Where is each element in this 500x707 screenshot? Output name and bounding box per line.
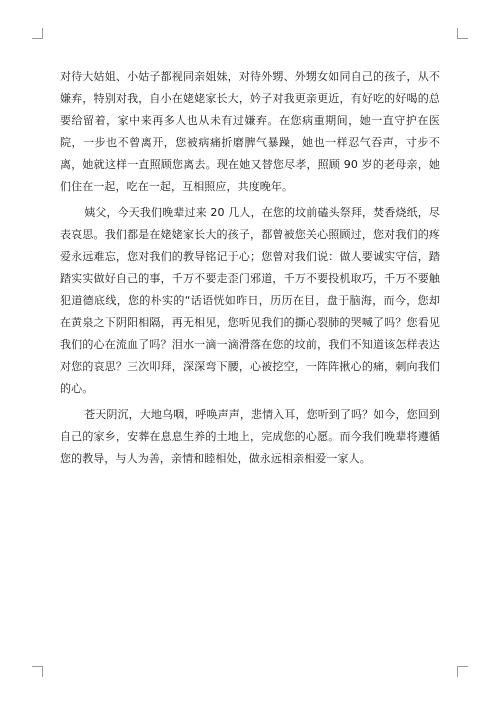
crop-mark-bottom-left [32,666,43,677]
paragraph-3: 苍天阴沉，大地乌咽，呼唤声声，悲情入耳，您听到了吗？如今，您回到自己的家乡，安葬在息息生养的土地上，完成您的心愿。而今我们晚辈将遵循您的教导，与人为善，亲情和睦相处，做永远相亲相爱一家人。 [60,408,440,465]
crop-mark-bottom-right [457,666,468,677]
paragraph-1: 对待大姑姐、小姑子都视同亲姐妹，对待外甥、外甥女如同自己的孩子，从不嫌弃，特别对我，自小在姥姥家长大，妗子对我更亲更近，有好吃的好喝的总要给留着，家中来再多人也从未有过嫌弃。在您病重期间，她一直守护在医院，一步也不曾离开，您被病痛折磨脾气暴躁，她也一样忍气吞声，寸步不离，她就这样一直照顾您离去。现在她又替您尽孝，照顾 90 岁的老母亲，她们住在一起，吃在一起，互相照应，共度晚年。 [60,70,440,193]
paragraph-2: 姨父，今天我们晚辈过来 20 几人，在您的坟前磕头祭拜，焚香烧纸，尽表哀思。我们都是在姥姥家长大的孩子，都曾被您关心照顾过，您对我们的疼爱永远难忘，您对我们的教导铭记于心；您曾对我们说：做人要诚实守信，踏踏实实做好自己的事，千万不要走歪门邪道，千万不要投机取巧，千万不要触犯道德底线，您的朴实的“话语恍如昨日，历历在目，盘于脑海，而今，您却在黄泉之下阴阳相隔，再无相见，您听见我们的撕心裂肺的哭喊了吗？您看见我们的心在流血了吗？泪水一滴一滴滑落在您的坟前，我们不知道该怎样表达对您的哀思？三次叩拜，深深弯下腰，心被挖空，一阵阵揪心的痛，刺向我们的心。 [60,206,440,395]
document-body [60,66,440,474]
crop-mark-top-left [32,28,43,39]
crop-mark-top-right [457,28,468,39]
